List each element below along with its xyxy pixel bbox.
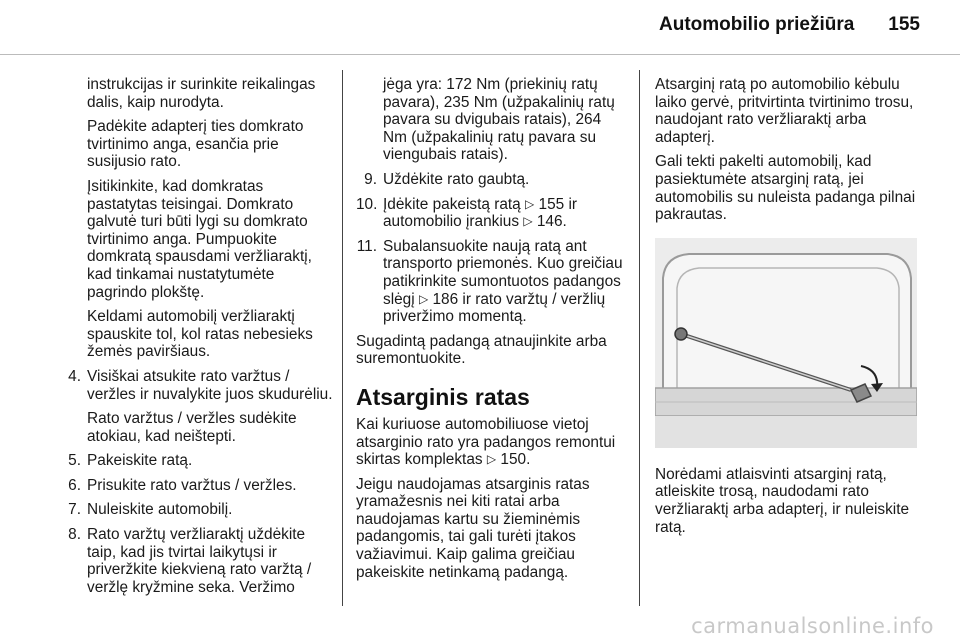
column-divider-1 [342, 70, 343, 606]
list-number: 6. [68, 476, 81, 494]
header-rule [0, 54, 960, 55]
list-item [60, 477, 335, 495]
paragraph: Padėkite adapterį ties domkrato tvirtinimo anga, esančia prie susijusio rato. [87, 118, 304, 171]
page-reference[interactable]: 150. [500, 451, 531, 469]
paragraph: Gali tekti pakelti automobilį, kad pasiektumėte atsarginį ratą, jei automobilis su nuleista padanga pilnai pakrautas. [655, 153, 916, 224]
column-divider-2 [639, 70, 640, 606]
list-number: 5. [68, 452, 81, 470]
list-number: 8. [68, 526, 81, 544]
list-text: Įdėkite pakeistą ratą [383, 195, 521, 213]
list-number: 9. [364, 170, 377, 188]
page-number: 155 [888, 14, 920, 35]
spare-wheel-winch-illustration [655, 238, 917, 448]
column-1 [60, 76, 335, 603]
watermark: carmanualsonline.info [691, 614, 934, 638]
list-number: 10. [356, 195, 378, 213]
list-item [356, 171, 628, 189]
paragraph: Įsitikinkite, kad domkratas pastatytas teisingai. Domkrato galvutė turi būti lygi su domkrato tvirtinimo anga. Pumpuokite domkratą spausdami veržliaraktį, kad tinkamai nustatytumėte pagrindo plokštę. [87, 177, 312, 301]
list-item [356, 196, 628, 231]
paragraph: Keldami automobilį veržliaraktį spauskite tol, kol ratas nebesieks žemės paviršiaus. [87, 308, 313, 361]
paragraph: Sugadintą padangą atnaujinkite arba suremontuokite. [356, 332, 607, 368]
column-3 [655, 76, 923, 543]
page-reference[interactable]: 146. [536, 213, 567, 231]
list-number: 7. [68, 501, 81, 519]
triangle-arrow-icon[interactable]: ▷ [486, 452, 497, 467]
list-item [60, 452, 335, 470]
list-item [60, 368, 335, 403]
list-text: Rato varžtų veržliaraktį uždėkite taip, kad jis tvirtai laikytųsi ir priveržkite kiekvieną rato varžtą / veržlę kryžmine seka. Veržimo [87, 526, 312, 596]
list-item [60, 526, 335, 596]
paragraph: Atsarginį ratą po automobilio kėbulu laiko gervė, pritvirtinta tvirtinimo trosu, naudojant rato veržliaraktį arba adapterį. [655, 76, 914, 146]
list-text: Pakeiskite ratą. [87, 452, 193, 470]
page-reference[interactable]: 155 ir automobilio įrankius [383, 195, 578, 231]
list-text: Prisukite rato varžtus / veržles. [87, 476, 297, 494]
paragraph: jėga yra: 172 Nm (priekinių ratų pavara), 235 Nm (užpakalinių ratų pavara su dvigubais ratais), 264 Nm (užpakalinių ratų pavara su viengubais ratais). [383, 76, 615, 164]
list-number: 11. [356, 237, 377, 255]
list-item [356, 238, 628, 326]
triangle-arrow-icon[interactable]: ▷ [418, 291, 429, 306]
list-text: Nuleiskite automobilį. [87, 501, 233, 519]
list-item [60, 501, 335, 519]
list-text: Uždėkite rato gaubtą. [383, 170, 530, 188]
page-title: Automobilio priežiūra [659, 14, 855, 35]
list-text: Visiškai atsukite rato varžtus / veržles ir nuvalykite juos skudurėliu. [87, 367, 333, 403]
page-reference[interactable]: 186 ir rato varžtų / veržlių priveržimo momentą. [383, 290, 606, 326]
triangle-arrow-icon[interactable]: ▷ [525, 196, 535, 211]
paragraph-text: Kai kuriuose automobiliuose vietoj atsarginio rato yra padangos remontui skirtas komplektas [356, 415, 616, 469]
list-text: Subalansuokite naują ratą ant transporto priemonės. Kuo greičiau patikrinkite sumontuotos padangos slėgį [383, 237, 623, 308]
page-header [659, 14, 920, 36]
list-number: 4. [68, 367, 81, 385]
paragraph: Norėdami atlaisvinti atsarginį ratą, atleiskite trosą, naudodami rato veržliaraktį arba adapterį, ir nuleiskite ratą. [655, 465, 910, 536]
paragraph: instrukcijas ir surinkite reikalingas dalis, kaip nurodyta. [87, 76, 316, 111]
paragraph [356, 416, 628, 469]
column-2 [356, 76, 628, 588]
triangle-arrow-icon[interactable]: ▷ [523, 214, 533, 229]
paragraph: Jeigu naudojamas atsarginis ratas yramažesnis nei kiti ratai arba naudojamas kartu su žieminėmis padangomis, tai gali turėti įtakos važiavimui. Kaip galima greičiau pakeiskite netinkamą padangą. [356, 475, 590, 581]
section-heading: Atsarginis ratas [356, 383, 530, 410]
paragraph: Rato varžtus / veržles sudėkite atokiau, kad neištepti. [87, 410, 297, 445]
